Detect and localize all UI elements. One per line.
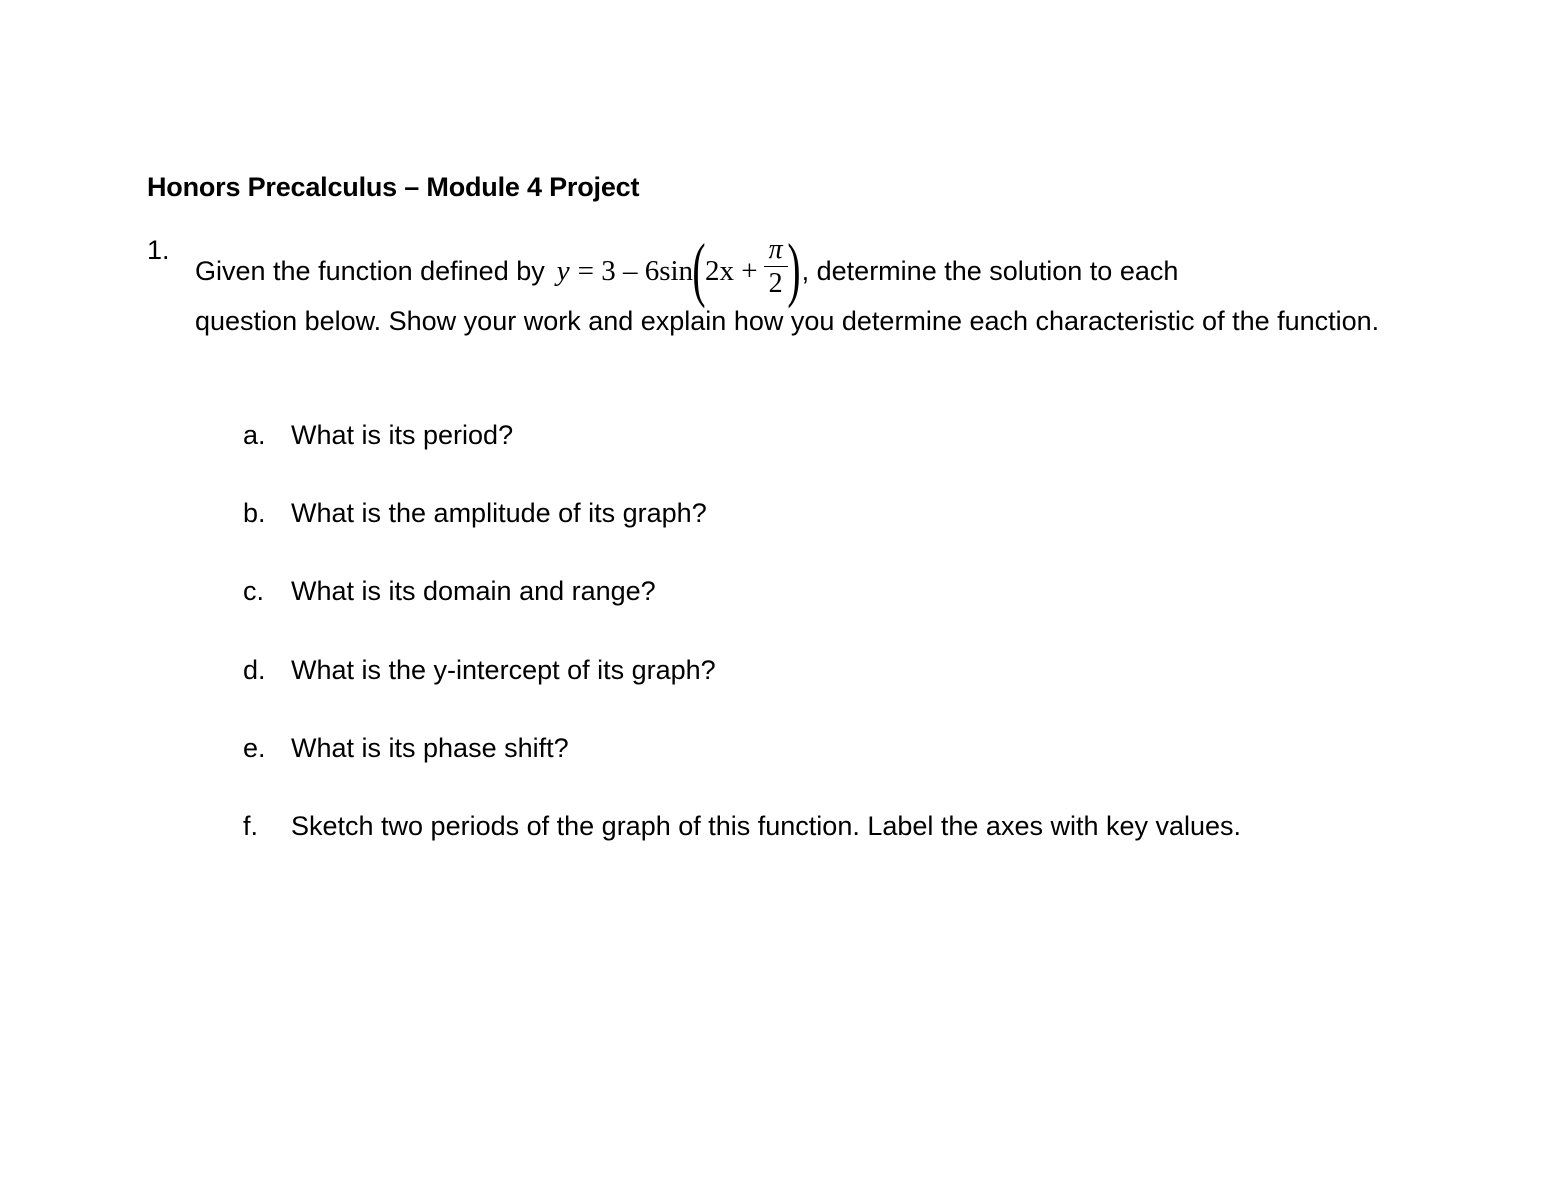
left-paren: ( <box>692 229 706 309</box>
fraction-numerator: π <box>768 233 783 265</box>
part-c <box>243 576 656 607</box>
part-text: What is its phase shift? <box>291 733 569 763</box>
part-letter: f. <box>243 811 259 841</box>
fraction-denominator: 2 <box>768 268 783 300</box>
question-rest-text: question below. Show your work and explain how you determine each characteristic of the function. <box>195 306 1380 336</box>
question-lead-text: Given the function defined by <box>195 255 545 286</box>
function-equation <box>556 229 801 309</box>
part-text: What is its domain and range? <box>291 576 656 606</box>
equation-rhs-prefix: = 3 – 6sin <box>577 254 694 287</box>
part-d <box>243 655 716 686</box>
part-text: What is the amplitude of its graph? <box>291 498 707 528</box>
part-letter: e. <box>243 733 266 763</box>
question-number: 1. <box>147 235 170 265</box>
question-first-line <box>195 229 1179 309</box>
part-f <box>243 811 1241 842</box>
part-letter: d. <box>243 655 266 685</box>
question-after-equation: , determine the solution to each <box>801 255 1179 286</box>
pi-over-two-fraction <box>764 233 788 300</box>
part-text: Sketch two periods of the graph of this function. Label the axes with key values. <box>291 811 1242 841</box>
page-title: Honors Precalculus – Module 4 Project <box>147 172 640 202</box>
part-e <box>243 733 569 764</box>
part-text: What is its period? <box>291 420 514 450</box>
right-paren: ) <box>787 229 801 309</box>
part-text: What is the y-intercept of its graph? <box>291 655 716 685</box>
equation-inner: 2x + <box>705 254 758 287</box>
part-letter: b. <box>243 498 266 528</box>
part-a <box>243 420 513 451</box>
part-letter: a. <box>243 420 266 450</box>
part-b <box>243 498 707 529</box>
equation-lhs: y <box>556 254 570 287</box>
part-letter: c. <box>243 576 265 606</box>
